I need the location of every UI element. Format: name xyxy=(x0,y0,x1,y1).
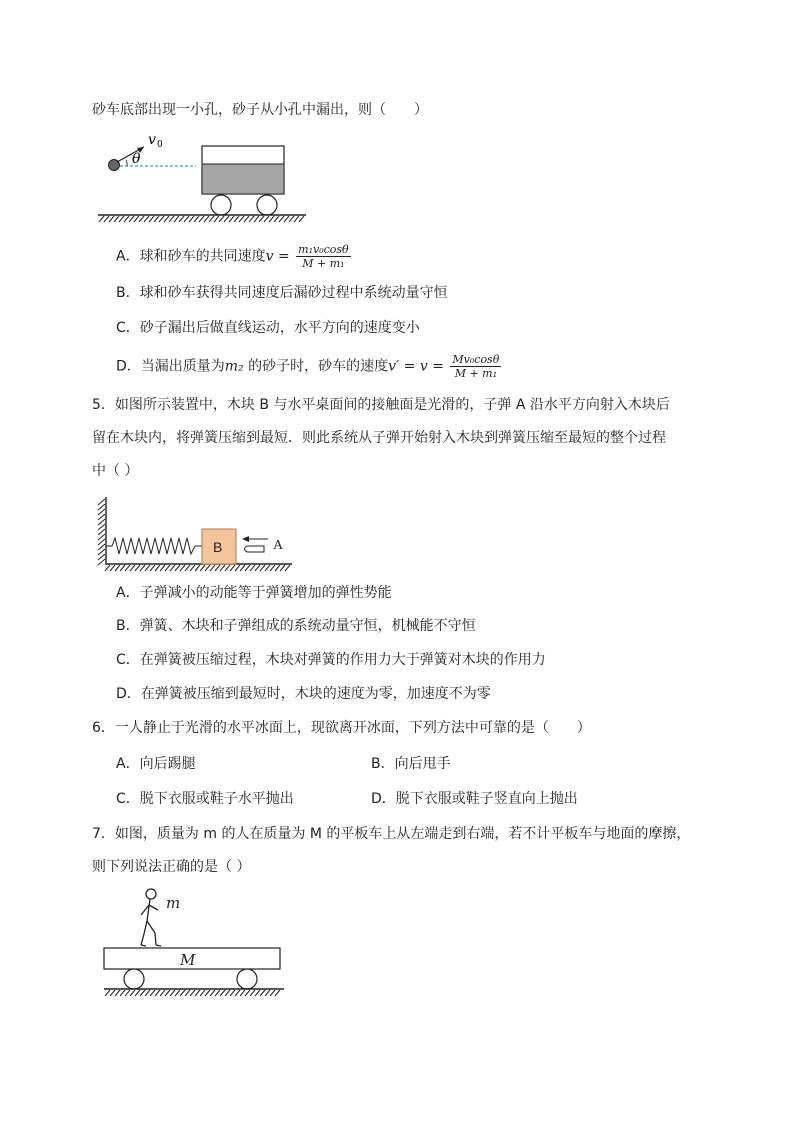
cart-wheel-left xyxy=(124,969,144,989)
q4-option-d: D．当漏出质量为m₂ 的砂子时，砂车的速度v′ = v = $\frac{\text{Mv₀cosθ}}{\text{M + m₁}}$ xyxy=(116,353,500,380)
q7-figure xyxy=(100,888,290,1003)
q5-stem-line-1: 5．如图所示装置中，木块 B 与水平桌面间的接触面是光滑的，子弹 A 沿水平方向射入木块后 xyxy=(92,397,670,413)
q5-figure xyxy=(92,493,302,573)
q4-d-fraction: $\frac{\text{Mv₀cosθ}}{\text{M + m₁}}$ xyxy=(452,353,500,380)
q6-stem: 6．一人静止于光滑的水平冰面上，现欲离开冰面，下列方法中可靠的是（ ） xyxy=(92,720,591,736)
cart-wheel-left xyxy=(211,195,231,215)
q4-stem-tail: 砂车底部出现一小孔，砂子从小孔中漏出，则（ ） xyxy=(92,102,428,118)
v0-label: v xyxy=(148,132,156,148)
q5-option-a: A．子弹减小的动能等于弹簧增加的弹性势能 xyxy=(116,585,392,601)
block-b-label: B xyxy=(213,539,223,555)
q4-option-a: A．球和砂车的共同速度v = $\frac{\text{m₁v₀cosθ}}{\text{M + m₁}}$ xyxy=(116,243,349,270)
q6-option-a: A．向后踢腿 xyxy=(116,756,196,772)
v0-sub: 0 xyxy=(157,140,163,150)
sand-fill xyxy=(203,164,284,193)
person-m-label: m xyxy=(166,894,181,912)
cart-wheel-right xyxy=(237,969,257,989)
spring-icon xyxy=(106,538,202,554)
q4-a-fraction: $\frac{\text{m₁v₀cosθ}}{\text{M + m₁}}$ xyxy=(298,243,349,270)
bullet-a-label: A xyxy=(273,538,284,553)
q7-stem-line-2: 则下列说法正确的是（ ） xyxy=(92,859,251,875)
q6-option-c: C．脱下衣服或鞋子水平抛出 xyxy=(116,791,294,807)
q5-stem-line-2: 留在木块内，将弹簧压缩到最短．则此系统从子弹开始射入木块到弹簧压缩至最短的整个过程 xyxy=(92,430,666,446)
theta-label: θ xyxy=(132,151,141,167)
bullet-a-icon xyxy=(245,546,265,552)
q4-option-b: B．球和砂车获得共同速度后漏砂过程中系统动量守恒 xyxy=(116,285,448,301)
person-icon xyxy=(141,889,161,946)
q6-option-d: D．脱下衣服或鞋子竖直向上抛出 xyxy=(371,791,578,807)
q5-stem-line-3: 中（ ） xyxy=(92,463,139,479)
q6-option-b: B．向后甩手 xyxy=(371,756,451,772)
q5-option-d: D．在弹簧被压缩到最短时，木块的速度为零，加速度不为零 xyxy=(116,686,491,702)
q4-option-c: C．砂子漏出后做直线运动，水平方向的速度变小 xyxy=(116,320,420,336)
q4-figure xyxy=(96,130,316,225)
q7-stem-line-1: 7．如图，质量为 m 的人在质量为 M 的平板车上从左端走到右端，若不计平板车与地面的摩擦， xyxy=(92,826,691,842)
cart-m-label: M xyxy=(180,951,196,969)
cart-wheel-right xyxy=(257,195,277,215)
q5-option-c: C．在弹簧被压缩过程，木块对弹簧的作用力大于弹簧对木块的作用力 xyxy=(116,652,546,668)
q5-option-b: B．弹簧、木块和子弹组成的系统动量守恒，机械能不守恒 xyxy=(116,618,476,634)
